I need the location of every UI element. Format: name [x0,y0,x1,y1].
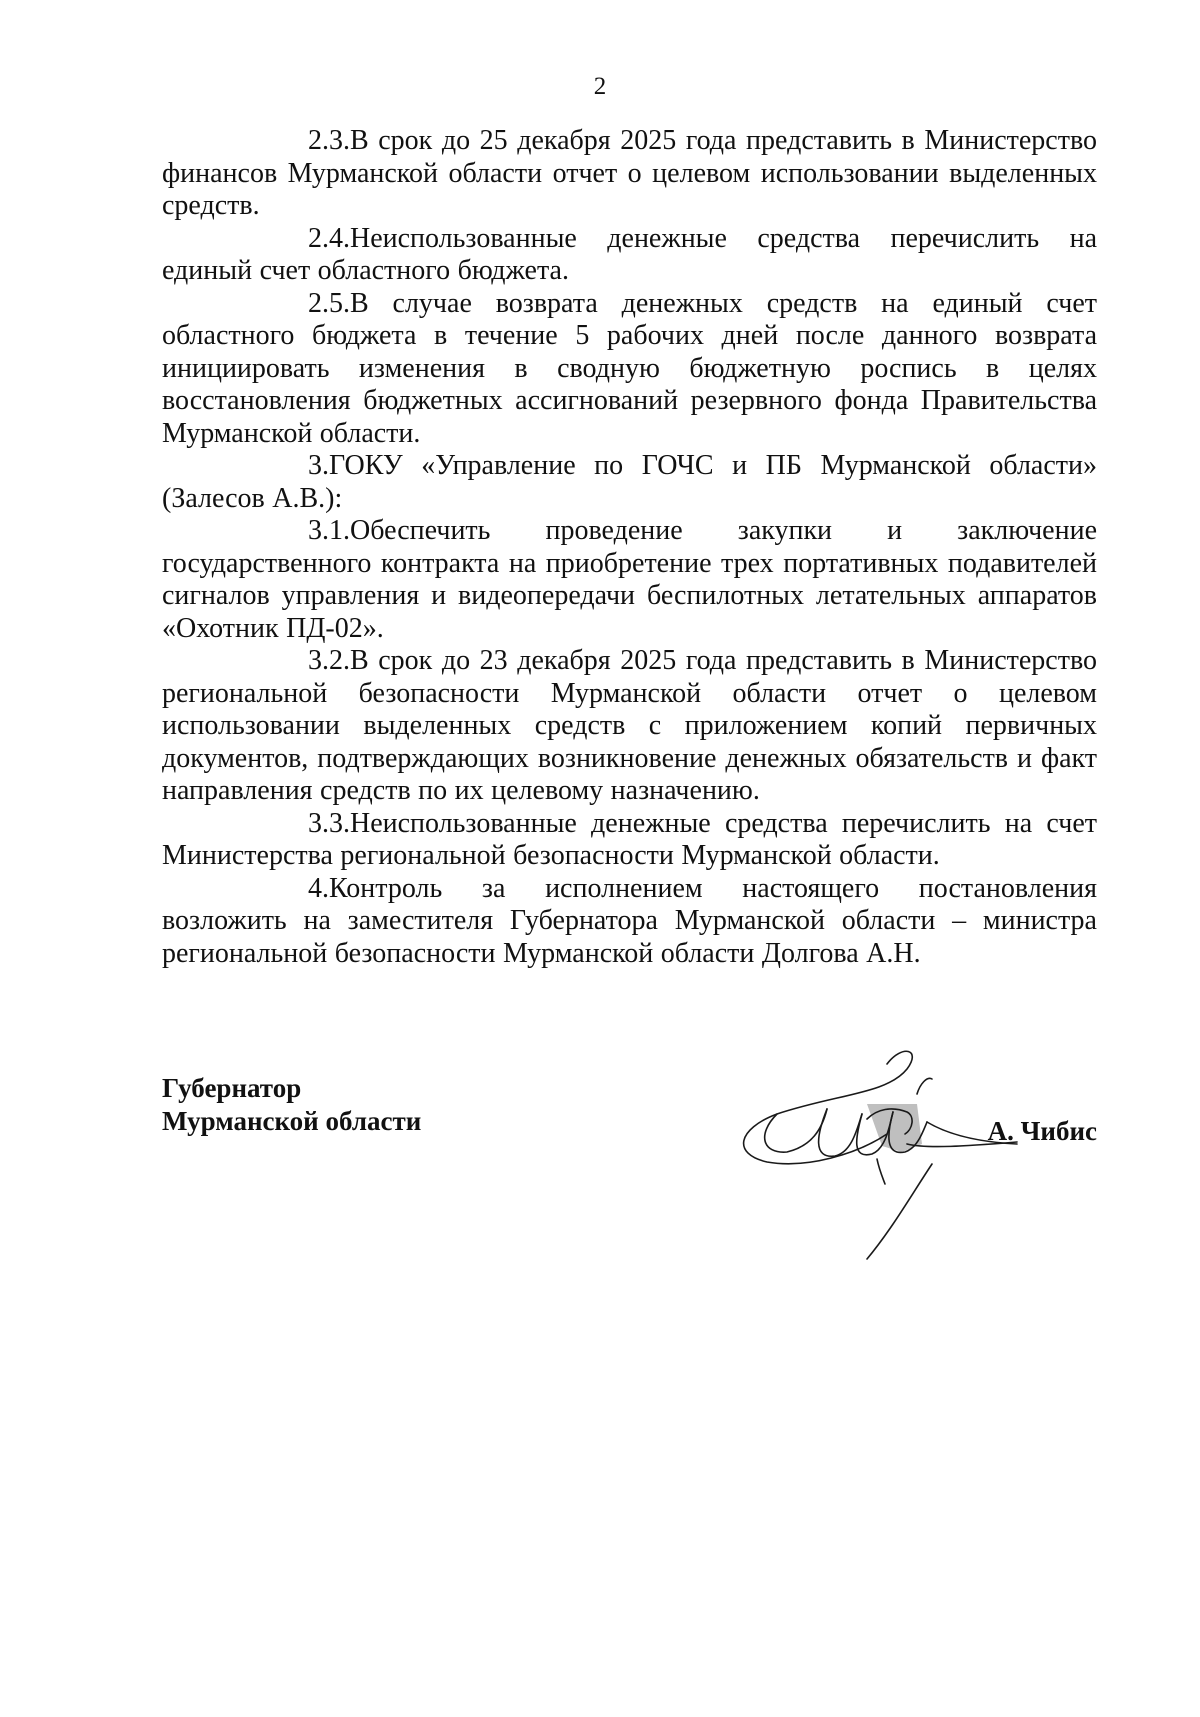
handwritten-signature [717,1034,1047,1264]
paragraph-text: В срок до 25 декабря 2025 года представить в Министерство финансов Мурманской области отчет о целевом использовании выделенных средств. [162,125,1097,221]
paragraph-2-5 [162,288,1097,451]
page-number: 2 [593,73,607,100]
paragraph-3-2 [162,645,1097,808]
signatory-title-line-1: Губернатор [162,1073,302,1103]
paragraph-number: 2.5. [308,287,350,319]
paragraph-number: 3.3. [308,807,350,839]
paragraph-number: 2.3. [308,125,350,156]
signatory-title [162,1072,421,1138]
paragraph-text: Неиспользованные денежные средства перечислить на единый счет областного бюджета. [162,222,1097,286]
paragraph-text: Обеспечить проведение закупки и заключение государственного контракта на приобретение трех портативных подавителей сигналов управления и видеопередачи беспилотных летательных аппаратов «Охотник ПД-02». [162,515,1097,644]
paragraph-3-1 [162,515,1097,645]
paragraph-2-4 [162,223,1097,288]
paragraph-3-3 [162,808,1097,873]
paragraph-number: 3. [308,450,329,481]
paragraph-number: 2.4. [308,222,350,254]
paragraph-number: 3.1. [308,515,350,546]
signatory-name: А. Чибис [987,1116,1097,1146]
paragraph-text: Неиспользованные денежные средства перечислить на счет Министерства региональной безопасности Мурманской области. [162,807,1097,871]
paragraph-text: В срок до 23 декабря 2025 года представить в Министерство региональной безопасности Мурманской области отчет о целевом использовании выделенных средств с приложением копий первичных документов, подтверждающих возникновение денежных обязательств и факт направления средств по их целевому назначению. [162,645,1097,806]
paragraph-text: В случае возврата денежных средств на единый счет областного бюджета в течение 5 рабочих дней после данного возврата инициировать изменения в сводную бюджетную роспись в целях восстановления бюджетных ассигнований резервного фонда Правительства Мурманской области. [162,287,1097,449]
signature-block [162,1072,1097,1252]
paragraph-2-3 [162,125,1097,223]
signatory-title-line-2: Мурманской области [162,1106,422,1136]
paragraph-text: ГОКУ «Управление по ГОЧС и ПБ Мурманской области» (Залесов А.В.): [162,450,1097,514]
paragraph-3 [162,450,1097,515]
paragraph-number: 4. [308,872,329,904]
document-body [162,125,1097,970]
paragraph-number: 3.2. [308,645,350,676]
paragraph-text: Контроль за исполнением настоящего постановления возложить на заместителя Губернатора Мурманской области – министра региональной безопасности Мурманской области Долгова А.Н. [162,872,1097,969]
paragraph-4 [162,873,1097,971]
